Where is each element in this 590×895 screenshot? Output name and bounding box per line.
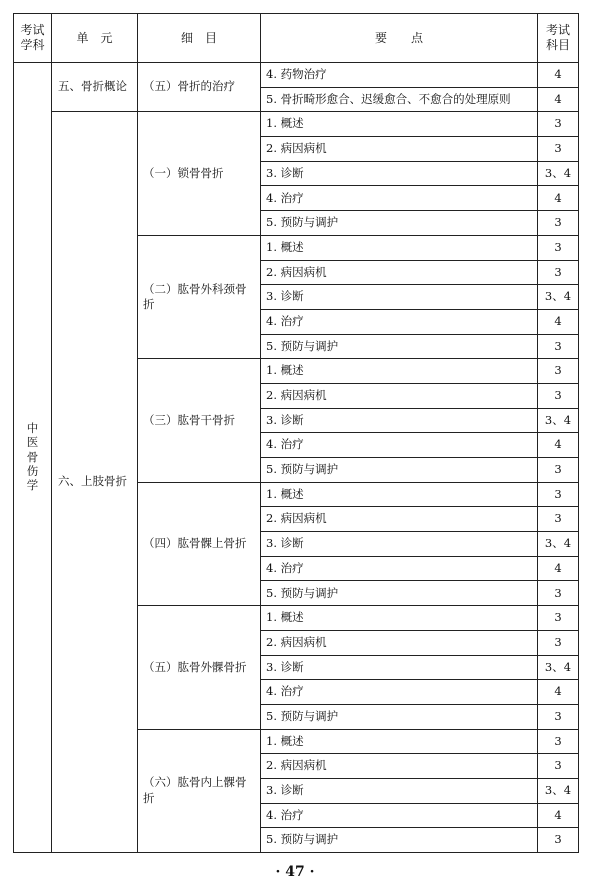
- point-cell: 3. 诊断: [261, 532, 538, 557]
- detail-cell: （六）肱骨内上髁骨折: [138, 729, 261, 852]
- level-cell: 3、4: [538, 532, 579, 557]
- table-header: [14, 14, 579, 63]
- header-detail: 细 目: [138, 14, 261, 63]
- point-cell: 5. 骨折畸形愈合、迟缓愈合、不愈合的处理原则: [261, 87, 538, 112]
- point-cell: 3. 诊断: [261, 778, 538, 803]
- detail-cell: （一）锁骨骨折: [138, 112, 261, 235]
- level-cell: 3: [538, 359, 579, 384]
- table-row: [14, 112, 579, 137]
- point-cell: 3. 诊断: [261, 408, 538, 433]
- level-cell: 3: [538, 507, 579, 532]
- point-cell: 2. 病因病机: [261, 754, 538, 779]
- point-cell: 5. 预防与调护: [261, 704, 538, 729]
- level-cell: 3: [538, 581, 579, 606]
- page-number: · 47 ·: [275, 864, 315, 880]
- level-cell: 3: [538, 482, 579, 507]
- level-cell: 4: [538, 680, 579, 705]
- point-cell: 5. 预防与调护: [261, 581, 538, 606]
- level-cell: 4: [538, 87, 579, 112]
- detail-cell: （五）骨折的治疗: [138, 63, 261, 112]
- point-cell: 3. 诊断: [261, 285, 538, 310]
- level-cell: 3: [538, 112, 579, 137]
- point-cell: 2. 病因病机: [261, 630, 538, 655]
- level-cell: 3: [538, 729, 579, 754]
- point-cell: 1. 概述: [261, 112, 538, 137]
- point-cell: 5. 预防与调护: [261, 334, 538, 359]
- point-cell: 4. 治疗: [261, 433, 538, 458]
- detail-cell: （三）肱骨干骨折: [138, 359, 261, 482]
- point-cell: 3. 诊断: [261, 161, 538, 186]
- point-cell: 3. 诊断: [261, 655, 538, 680]
- level-cell: 3: [538, 383, 579, 408]
- detail-cell: （四）肱骨髁上骨折: [138, 482, 261, 605]
- level-cell: 3: [538, 630, 579, 655]
- level-cell: 3: [538, 704, 579, 729]
- level-cell: 3: [538, 260, 579, 285]
- level-cell: 3: [538, 334, 579, 359]
- level-cell: 4: [538, 186, 579, 211]
- point-cell: 4. 治疗: [261, 556, 538, 581]
- point-cell: 4. 药物治疗: [261, 63, 538, 88]
- level-cell: 4: [538, 309, 579, 334]
- point-cell: 1. 概述: [261, 729, 538, 754]
- detail-cell: （五）肱骨外髁骨折: [138, 606, 261, 729]
- point-cell: 4. 治疗: [261, 186, 538, 211]
- point-cell: 1. 概述: [261, 359, 538, 384]
- detail-cell: （二）肱骨外科颈骨折: [138, 235, 261, 358]
- point-cell: 1. 概述: [261, 606, 538, 631]
- point-cell: 4. 治疗: [261, 680, 538, 705]
- level-cell: 3、4: [538, 161, 579, 186]
- point-cell: 2. 病因病机: [261, 260, 538, 285]
- header-row: [14, 14, 579, 63]
- level-cell: 3、4: [538, 655, 579, 680]
- header-unit: 单 元: [52, 14, 138, 63]
- unit-cell: 六、上肢骨折: [52, 112, 138, 853]
- level-cell: 3: [538, 754, 579, 779]
- table-body: [14, 63, 579, 853]
- level-cell: 4: [538, 63, 579, 88]
- point-cell: 4. 治疗: [261, 309, 538, 334]
- table-row: [14, 63, 579, 88]
- point-cell: 2. 病因病机: [261, 383, 538, 408]
- level-cell: 3: [538, 828, 579, 853]
- level-cell: 4: [538, 803, 579, 828]
- point-cell: 5. 预防与调护: [261, 828, 538, 853]
- point-cell: 5. 预防与调护: [261, 211, 538, 236]
- syllabus-table: [13, 13, 579, 853]
- level-cell: 3: [538, 606, 579, 631]
- level-cell: 3: [538, 211, 579, 236]
- subject-label: 中医骨伤学: [26, 420, 39, 493]
- subject-cell: [14, 63, 52, 853]
- unit-cell: 五、骨折概论: [52, 63, 138, 112]
- level-cell: 3、4: [538, 778, 579, 803]
- level-cell: 4: [538, 433, 579, 458]
- point-cell: 2. 病因病机: [261, 507, 538, 532]
- level-cell: 4: [538, 556, 579, 581]
- level-cell: 3、4: [538, 285, 579, 310]
- point-cell: 1. 概述: [261, 235, 538, 260]
- point-cell: 4. 治疗: [261, 803, 538, 828]
- point-cell: 5. 预防与调护: [261, 458, 538, 483]
- level-cell: 3、4: [538, 408, 579, 433]
- level-cell: 3: [538, 235, 579, 260]
- level-cell: 3: [538, 137, 579, 162]
- header-point: 要 点: [261, 14, 538, 63]
- header-subject: 考试学科: [14, 14, 52, 63]
- level-cell: 3: [538, 458, 579, 483]
- header-level: 考试科目: [538, 14, 579, 63]
- point-cell: 2. 病因病机: [261, 137, 538, 162]
- point-cell: 1. 概述: [261, 482, 538, 507]
